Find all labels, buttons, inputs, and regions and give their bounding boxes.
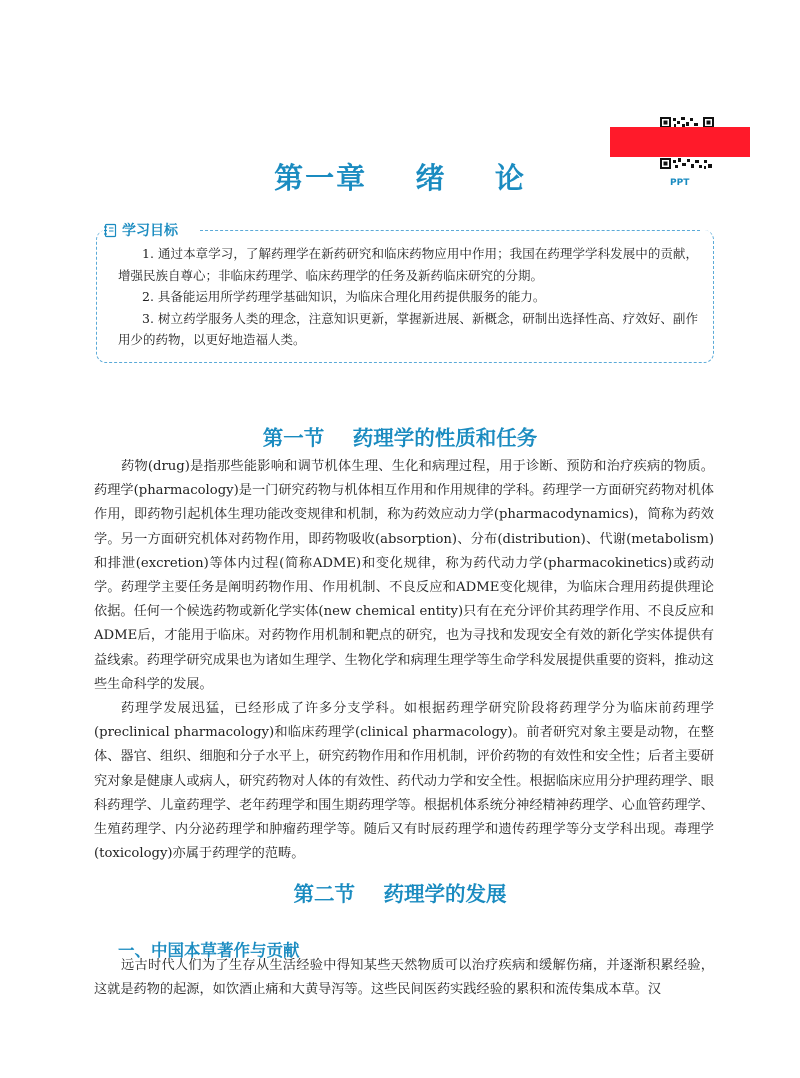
section-title: 第一节 药理学的性质和任务 (262, 426, 538, 450)
ppt-label[interactable]: PPT (670, 178, 690, 188)
objectives-list (118, 243, 698, 351)
objective-item: 2. 具备能运用所学药理学基础知识，为临床合理化用药提供服务的能力。 (142, 289, 546, 304)
section-title: 第二节 药理学的发展 (293, 882, 507, 906)
notebook-icon (103, 223, 118, 238)
resource-qr-block (610, 115, 750, 195)
objectives-header (103, 220, 184, 240)
objective-item: 1. 通过本章学习，了解药理学在新药研究和临床药物应用中作用；我国在药理学学科发展中的贡献，增强民族自尊心；非临床药理学、临床药理学的任务及新药临床研究的分期。 (118, 246, 698, 283)
paragraph: 远古时代人们为了生存从生活经验中得知某些天然物质可以治疗疾病和缓解伤痛，并逐渐积累经验，这就是药物的起源，如饮酒止痛和大黄导泻等。这些民间医药实践经验的累积和流传集成本草。汉 (94, 958, 714, 998)
redaction-bar (610, 127, 750, 157)
subsection-title: 一、中国本草著作与贡献 (118, 940, 300, 960)
paragraph: 药物(drug)是指那些能影响和调节机体生理、生化和病理过程，用于诊断、预防和治疗疾病的物质。药理学(pharmacology)是一门研究药物与机体相互作用和作用规律的学科。药理学一方面研究药物对机体作用，即药物引起机体生理功能改变规律和机制，称为药效应动力学(pharmacodynamics)，简称为药效学。另一方面研究机体对药物作用，即药物吸收(absorption)、分布(distribution)、代谢(metabolism)和排泄(excretion)等体内过程(简称ADME)和变化规律，称为药代动力学(pharmacokinetics)或药动学。药理学主要任务是阐明药物作用、作用机制、不良反应和ADME变化规律，为临床合理用药提供理论依据。任何一个候选药物或新化学实体(new chemical entity)只有在充分评价其药理学作用、不良反应和ADME后，才能用于临床。对药物作用机制和靶点的研究，也为寻找和发现安全有效的新化学实体提供有益线索。药理学研究成果也为诸如生理学、生物化学和病理生理学等生命学科发展提供重要的资料，推动这些生命科学的发展。 (94, 459, 714, 692)
qr-code-icon[interactable] (660, 158, 714, 169)
objectives-title: 学习目标 (122, 223, 178, 239)
objectives-header-line (200, 230, 700, 231)
section-body (94, 954, 714, 1002)
objective-item: 3. 树立药学服务人类的理念，注意知识更新，掌握新进展、新概念，研制出选择性高、疗效好、副作用少的药物，以更好地造福人类。 (118, 310, 698, 347)
paragraph: 药理学发展迅猛，已经形成了许多分支学科。如根据药理学研究阶段将药理学分为临床前药理学(preclinical pharmacology)和临床药理学(clinical pharmacology)。前者研究对象主要是动物，在整体、器官、组织、细胞和分子水平上，研究药物作用和作用机制，评价药物的有效性和安全性；后者主要研究对象是健康人或病人，研究药物对人体的有效性、药代动力学和安全性。根据临床应用分护理药理学、眼科药理学、儿童药理学、老年药理学和围生期药理学等。根据机体系统分神经精神药理学、心血管药理学、生殖药理学、内分泌药理学和肿瘤药理学等。随后又有时辰药理学和遗传药理学等分支学科出现。毒理学(toxicology)亦属于药理学的范畴。 (94, 701, 714, 862)
chapter-title: 第一章 绪 论 (274, 161, 526, 196)
section-body (94, 455, 714, 866)
